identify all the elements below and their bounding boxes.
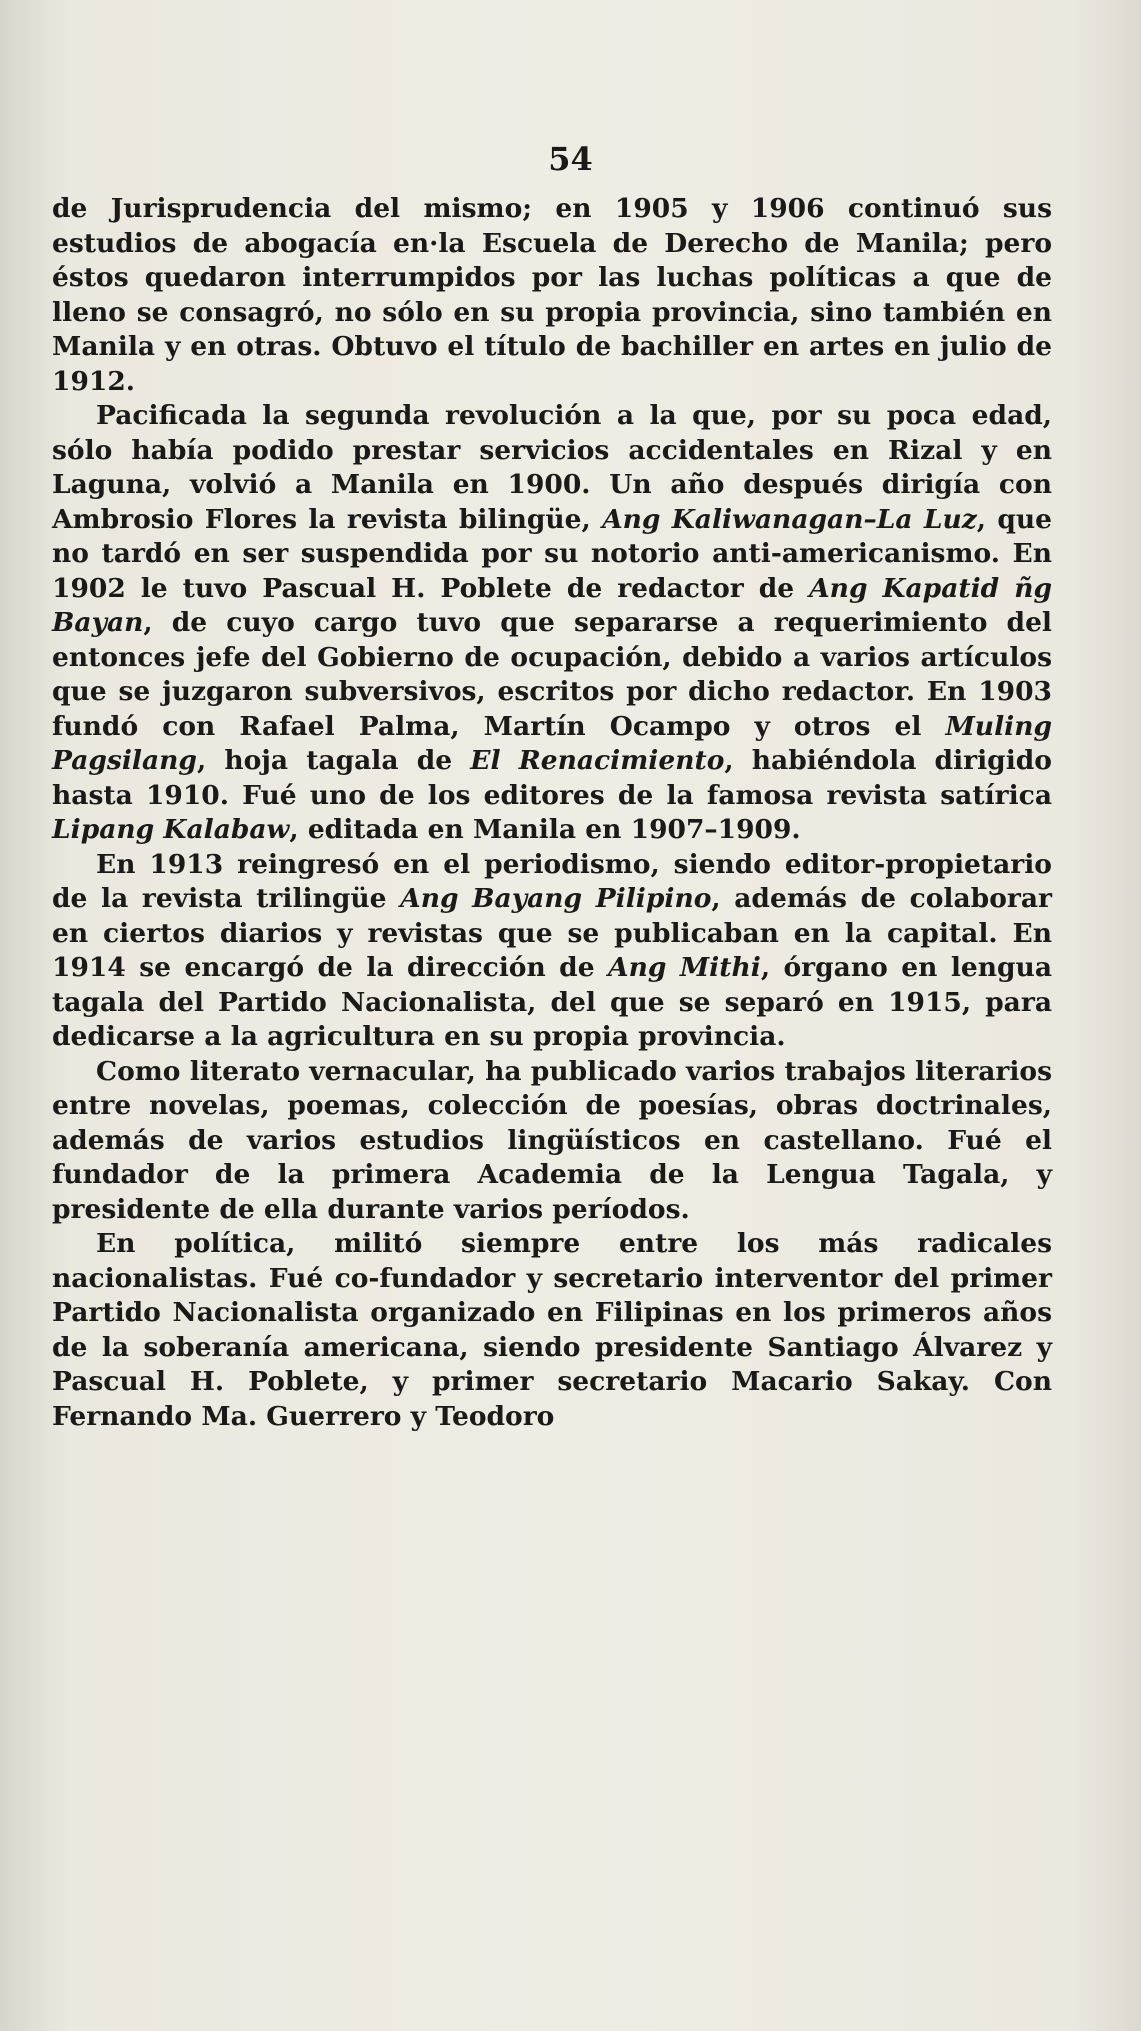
italic-title: El Renacimiento: [470, 745, 725, 776]
italic-title: Ang Bayang Pilipino: [400, 883, 712, 914]
paragraph: [52, 848, 1052, 1055]
text-run: Pacificada la segunda revolución a la que, por su poca edad, sólo había podido prestar servicios accidentales en Rizal y en Laguna, volvió a Manila en 1900. Un año después dirigía con Ambrosio Flores la revista bilingüe,: [52, 400, 1052, 535]
text-run: , órgano en lengua tagala del Partido Nacionalista, del que se separó en 1915, para dedicarse a la agricultura en su propia provincia.: [52, 952, 1052, 1052]
text-run: Como literato vernacular, ha publicado varios trabajos literarios entre novelas, poemas, colección de poesías, obras doctrinales, además de varios estudios lingüísticos en castellano. Fué el fundador de la primera Academia de la Lengua Tagala, y presidente de ella durante varios períodos.: [52, 1055, 1052, 1225]
italic-title: Lipang Kalabaw: [52, 814, 290, 845]
text-run: En 1913 reingresó en el periodismo, siendo editor-propietario de la revista trilingüe: [52, 848, 1052, 914]
text-run: En política, militó siempre entre los más radicales nacionalistas. Fué co-fundador y secretario interventor del primer Partido Nacionalista organizado en Filipinas en los primeros años de la soberanía americana, siendo presidente Santiago Álvarez y Pascual H. Poblete, y primer secretario Macario Sakay. Con Fernando Ma. Guerrero y Teodoro: [52, 1228, 1052, 1432]
paragraph: [52, 1055, 1052, 1228]
paragraph: [52, 1227, 1052, 1434]
text-run: de Jurisprudencia del mismo; en 1905 y 1906 continuó sus estudios de abogacía en·la Escuela de Derecho de Manila; pero éstos quedaron interrumpidos por las luchas políticas a que de lleno se consagró, no sólo en su propia provincia, sino también en Manila y en otras. Obtuvo el título de bachiller en artes en julio de 1912.: [52, 193, 1052, 397]
page-number: 54: [548, 140, 593, 178]
paragraph: [52, 192, 1052, 399]
text-run: , que no tardó en ser suspendida por su notorio anti-americanismo. En 1902 le tuvo Pascual H. Poblete de redactor de: [52, 503, 1052, 604]
text-run: , además de colaborar en ciertos diarios y revistas que se publicaban en la capital. En 1914 se encargó de la dirección de: [52, 883, 1052, 983]
text-run: , de cuyo cargo tuvo que separarse a requerimiento del entonces jefe del Gobierno de ocupación, debido a varios artículos que se juzgaron subversivos, escritos por dicho redactor. En 1903 fundó con Rafael Palma, Martín Ocampo y otros el: [52, 607, 1052, 742]
text-run: , hoja tagala de: [196, 745, 471, 776]
text-run: , editada en Manila en 1907–1909.: [289, 814, 801, 845]
body-text: [52, 192, 1052, 1434]
paragraph: [52, 399, 1052, 848]
italic-title: Ang Mithi: [608, 952, 761, 983]
italic-title: Ang Kaliwanagan–La Luz: [602, 503, 977, 535]
italic-title: Ang Kapatid ñg Bayan: [52, 572, 1052, 638]
text-run: , habiéndola dirigido hasta 1910. Fué uno de los editores de la famosa revista satírica: [52, 745, 1052, 811]
italic-title: Muling Pagsilang: [52, 710, 1052, 776]
